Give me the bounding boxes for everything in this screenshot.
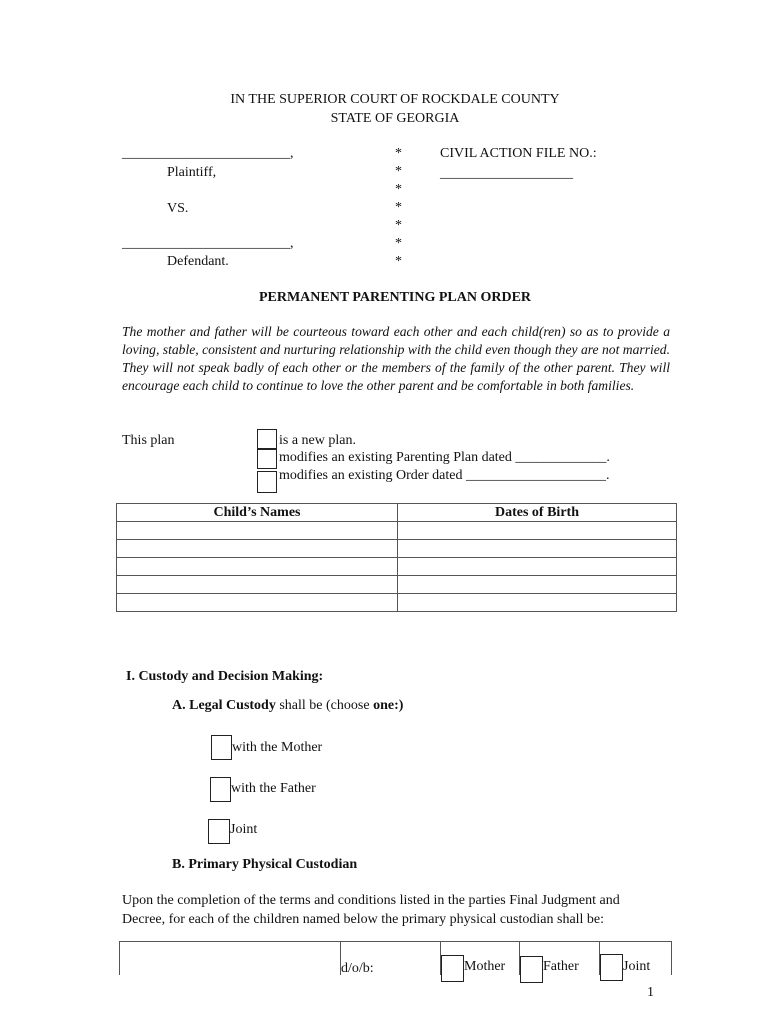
legal-custody-choose-one: one:) xyxy=(373,698,404,713)
civil-action-label: CIVIL ACTION FILE NO.: xyxy=(440,146,597,161)
legal-custody-instruction xyxy=(172,698,403,714)
caption-asterisk: * xyxy=(395,254,402,269)
custody-mother-checkbox[interactable] xyxy=(211,735,232,760)
custodian-mother-checkbox[interactable] xyxy=(441,955,464,982)
court-state-line: STATE OF GEORGIA xyxy=(330,111,460,126)
civil-action-number-blank[interactable]: ___________________ xyxy=(440,166,573,181)
child-name-cell[interactable] xyxy=(117,522,398,540)
caption-asterisk: * xyxy=(395,200,402,215)
section-custody-heading: I. Custody and Decision Making: xyxy=(126,669,324,684)
page-number: 1 xyxy=(647,985,654,1000)
new-plan-option: is a new plan. xyxy=(279,433,356,448)
caption-asterisk: * xyxy=(395,164,402,179)
plan-type-label: This plan xyxy=(122,433,175,448)
caption-asterisk: * xyxy=(395,146,402,161)
child-name-cell[interactable] xyxy=(117,540,398,558)
dob-label: d/o/b: xyxy=(341,961,374,976)
custodian-mother-option: Mother xyxy=(464,959,506,974)
primary-custodian-text-line2: Decree, for each of the children named below the primary physical custodian shall be: xyxy=(122,912,605,927)
modifies-order-checkbox[interactable] xyxy=(257,471,277,493)
dates-of-birth-header: Dates of Birth xyxy=(398,504,677,522)
child-dob-cell[interactable] xyxy=(398,576,677,594)
custodian-joint-option: Joint xyxy=(623,959,651,974)
new-plan-checkbox[interactable] xyxy=(257,429,277,449)
custody-joint-checkbox[interactable] xyxy=(208,819,230,844)
table-row xyxy=(117,558,677,576)
table-row xyxy=(117,540,677,558)
custodian-father-option: Father xyxy=(543,959,579,974)
custody-joint-option: Joint xyxy=(230,822,258,837)
table-row xyxy=(117,594,677,612)
child-dob-cell[interactable] xyxy=(398,522,677,540)
modifies-order-option: modifies an existing Order dated ____________________. xyxy=(279,468,610,483)
table-header-row xyxy=(117,504,677,522)
child-dob-cell[interactable] xyxy=(398,594,677,612)
child-name-cell[interactable] xyxy=(117,558,398,576)
child-names-header: Child’s Names xyxy=(117,504,398,522)
modifies-plan-checkbox[interactable] xyxy=(257,449,277,469)
caption-asterisk: * xyxy=(395,182,402,197)
legal-custody-middle: shall be (choose xyxy=(275,698,374,713)
children-table xyxy=(116,503,677,612)
primary-custodian-text-line1: Upon the completion of the terms and conditions listed in the parties Final Judgment and xyxy=(122,893,620,908)
custodian-table-row xyxy=(119,941,672,975)
intro-paragraph: The mother and father will be courteous toward each other and each child(ren) so as to provide a loving, stable, consistent and nurturing relationship with the child even though they are not married. They will not speak badly of each other or the members of the family of the other parent. They will encourage each child to continue to love the other parent and be comfortable in both families. xyxy=(122,324,670,393)
custodian-father-checkbox[interactable] xyxy=(520,956,543,983)
plaintiff-name-blank[interactable]: ________________________, xyxy=(122,146,294,161)
custodian-joint-checkbox[interactable] xyxy=(600,954,623,981)
custody-father-option: with the Father xyxy=(231,781,316,796)
legal-custody-label: A. Legal Custody xyxy=(172,698,276,713)
primary-custodian-heading: B. Primary Physical Custodian xyxy=(172,857,358,872)
child-name-cell[interactable] xyxy=(117,576,398,594)
caption-asterisk: * xyxy=(395,236,402,251)
child-dob-cell[interactable] xyxy=(398,540,677,558)
table-row xyxy=(117,522,677,540)
document-title: PERMANENT PARENTING PLAN ORDER xyxy=(258,290,532,305)
modifies-plan-option: modifies an existing Parenting Plan dated _____________. xyxy=(279,450,610,465)
plaintiff-label: Plaintiff, xyxy=(167,165,217,180)
defendant-label: Defendant. xyxy=(167,254,229,269)
defendant-name-blank[interactable]: ________________________, xyxy=(122,236,294,251)
caption-asterisk: * xyxy=(395,218,402,233)
custody-mother-option: with the Mother xyxy=(232,740,323,755)
child-dob-cell[interactable] xyxy=(398,558,677,576)
table-row xyxy=(117,576,677,594)
child-name-cell[interactable] xyxy=(117,594,398,612)
court-name-line: IN THE SUPERIOR COURT OF ROCKDALE COUNTY xyxy=(230,92,560,107)
versus-label: VS. xyxy=(167,201,189,216)
custody-father-checkbox[interactable] xyxy=(210,777,231,802)
